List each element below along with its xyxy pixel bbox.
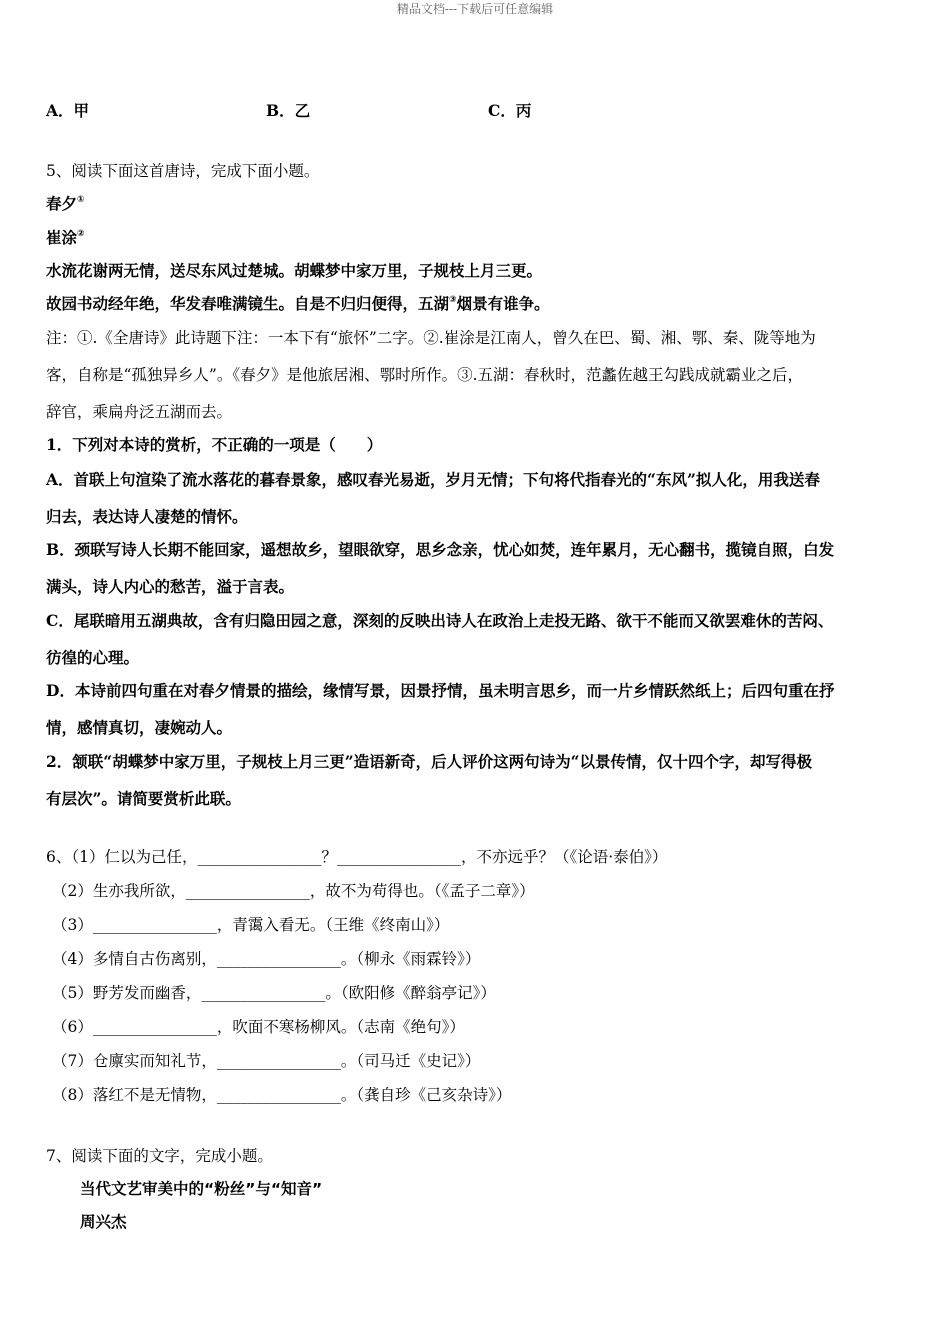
- option-a: A．甲: [46, 101, 90, 120]
- q6-item: （7）仓廪实而知礼节，________________。（司马迁《史记》）: [52, 1052, 481, 1070]
- article-title: 当代文艺审美中的“粉丝”与“知音”: [80, 1180, 323, 1198]
- poem-title: 春夕①: [46, 195, 85, 213]
- sub-question-1: 1．下列对本诗的赏析，不正确的一项是（ ）: [46, 435, 383, 454]
- note-line: 客，自称是“孤独异乡人”。《春夕》是他旅居湘、鄂时所作。③.五湖：春秋时，范蠡佐越王勾践成就霸业之后，: [46, 366, 804, 384]
- poem-author: 崔涂②: [46, 229, 85, 247]
- option-b-line: 满头，诗人内心的愁苦，溢于言表。: [46, 577, 295, 596]
- q6-item: （3）________________，青霭入看无。（王维《终南山》）: [52, 916, 450, 934]
- sub-question-2: 2．颔联“胡蝶梦中家万里，子规枝上月三更”造语新奇，后人评价这两句诗为“以景传情，仅十四个字，却写得极: [46, 752, 813, 771]
- q6-item: （8）落红不是无情物，________________。（龚自珍《己亥杂诗》）: [52, 1086, 512, 1104]
- option-c-line: C．尾联暗用五湖典故，含有归隐田园之意，深刻的反映出诗人在政治上走投无路、欲干不能而又欲罢难休的苦闷、: [46, 611, 834, 630]
- q7-intro: 7、阅读下面的文字，完成小题。: [46, 1147, 273, 1165]
- sub-question-2: 有层次”。请简要赏析此联。: [46, 789, 241, 808]
- q5-intro: 5、阅读下面这首唐诗，完成下面小题。: [46, 162, 320, 180]
- option-b: B．乙: [266, 101, 311, 120]
- option-d-line: 情，感情真切，凄婉动人。: [46, 718, 233, 737]
- option-c-line: 彷徨的心理。: [46, 648, 140, 667]
- option-b-line: B．颈联写诗人长期不能回家，遥想故乡，望眼欲穿，思乡念亲，忧心如焚，连年累月，无心翻书，揽镜自照，白发: [46, 540, 835, 559]
- q6-item: 6、（1）仁以为己任，________________？________________，不亦远乎？（《论语·泰伯》）: [46, 848, 668, 866]
- option-d-line: D．本诗前四句重在对春夕情景的描绘，缘情写景，因景抒情，虽未明言思乡，而一片乡情跃然纸上；后四句重在抒: [46, 681, 835, 700]
- article-author: 周兴杰: [80, 1213, 127, 1231]
- option-a-line: A．首联上句渲染了流水落花的暮春景象，感叹春光易逝，岁月无情；下句将代指春光的“东风”拟人化，用我送春: [46, 470, 820, 489]
- poem-line-2: 故园书动经年绝，华发春唯满镜生。自是不归归便得，五湖③烟景有谁争。: [46, 295, 550, 313]
- q6-item: （2）生亦我所欲，________________，故不为苟得也。（《孟子二章》）: [52, 882, 535, 900]
- page-header: 精品文档---下载后可任意编辑: [396, 2, 554, 16]
- q6-item: （6）________________，吹面不寒杨柳风。（志南《绝句》）: [52, 1018, 465, 1036]
- poem-line-1: 水流花谢两无情，送尽东风过楚城。胡蝶梦中家万里，子规枝上月三更。: [46, 262, 543, 280]
- note-line: 辞官，乘扁舟泛五湖而去。: [46, 403, 233, 421]
- q6-item: （5）野芳发而幽香，________________。（欧阳修《醉翁亭记》）: [52, 984, 496, 1002]
- option-c: C．丙: [488, 101, 532, 120]
- option-a-line: 归去，表达诗人凄楚的情怀。: [46, 507, 248, 526]
- q6-item: （4）多情自古伤离别，________________。（柳永《雨霖铃》）: [52, 950, 481, 968]
- note-line: 注：①.《全唐诗》此诗题下注：一本下有“旅怀”二字。②.崔涂是江南人，曾久在巴、蜀、湘、鄂、秦、陇等地为: [46, 329, 816, 347]
